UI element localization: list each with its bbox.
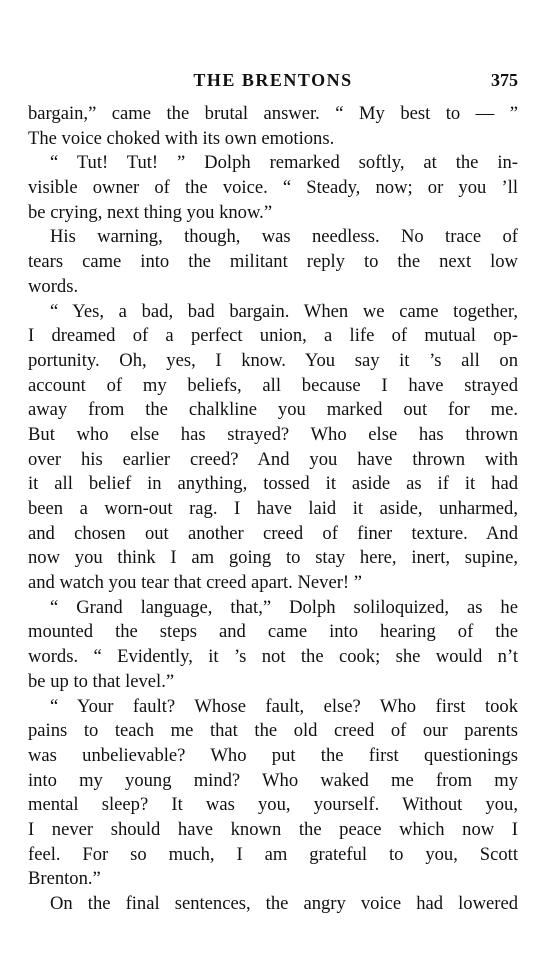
text-line: now you think I am going to stay here, inert, supine, [28,547,518,569]
text-line: I never should have known the peace which now I [28,818,518,840]
text-line: account of my beliefs, all because I have strayed [28,374,518,396]
text-line: words. “ Evidently, it ’s not the cook; she would n’t [28,646,518,668]
text-line: it all belief in anything, tossed it aside as if it had [28,473,518,495]
paragraph [28,596,518,695]
text-line: was unbelievable? Who put the first questionings [28,744,518,766]
text-line: mounted the steps and came into hearing of the [28,621,518,643]
paragraph [28,102,518,151]
text-line: mental sleep? It was you, yourself. Without you, [28,794,518,816]
text-line: portunity. Oh, yes, I know. You say it ’s all on [28,349,518,371]
text-line: “ Yes, a bad, bad bargain. When we came together, [50,300,518,322]
text-line: But who else has strayed? Who else has thrown [28,423,518,445]
text-line: be crying, next thing you know.” [28,201,273,223]
paragraph [28,300,518,596]
text-line: pains to teach me that the old creed of our parents [28,720,518,742]
body-text [28,102,518,917]
text-line: over his earlier creed? And you have thrown with [28,448,518,470]
text-line: away from the chalkline you marked out for me. [28,399,518,421]
text-line: and watch you tear that creed apart. Never! ” [28,572,362,594]
text-line: I dreamed of a perfect union, a life of mutual op- [28,325,518,347]
paragraph [28,225,518,299]
paragraph [28,695,518,893]
text-line: The voice choked with its own emotions. [28,127,335,149]
running-head [28,70,518,94]
running-title: THE BRENTONS [193,70,353,90]
text-line: tears came into the militant reply to the next low [28,251,518,273]
text-line: His warning, though, was needless. No trace of [50,226,518,248]
text-line: Brenton.” [28,868,101,890]
text-line: “ Your fault? Whose fault, else? Who first took [50,695,518,717]
text-line: feel. For so much, I am grateful to you, Scott [28,843,518,865]
text-line: been a worn-out rag. I have laid it aside, unharmed, [28,498,518,519]
paragraph [28,892,518,917]
text-line: On the final sentences, the angry voice had lowered [50,893,518,914]
text-line: and chosen out another creed of finer texture. And [28,522,518,544]
text-line: words. [28,275,79,297]
text-line: into my young mind? Who waked me from my [28,769,518,791]
text-line: bargain,” came the brutal answer. “ My best to — ” [28,103,518,124]
text-line: “ Grand language, that,” Dolph soliloquized, as he [50,596,518,618]
page-number: 375 [491,70,518,90]
paragraph [28,151,518,225]
text-line: visible owner of the voice. “ Steady, now; or you ’ll [28,177,518,199]
text-line: “ Tut! Tut! ” Dolph remarked softly, at the in- [50,152,518,174]
text-line: be up to that level.” [28,670,175,692]
